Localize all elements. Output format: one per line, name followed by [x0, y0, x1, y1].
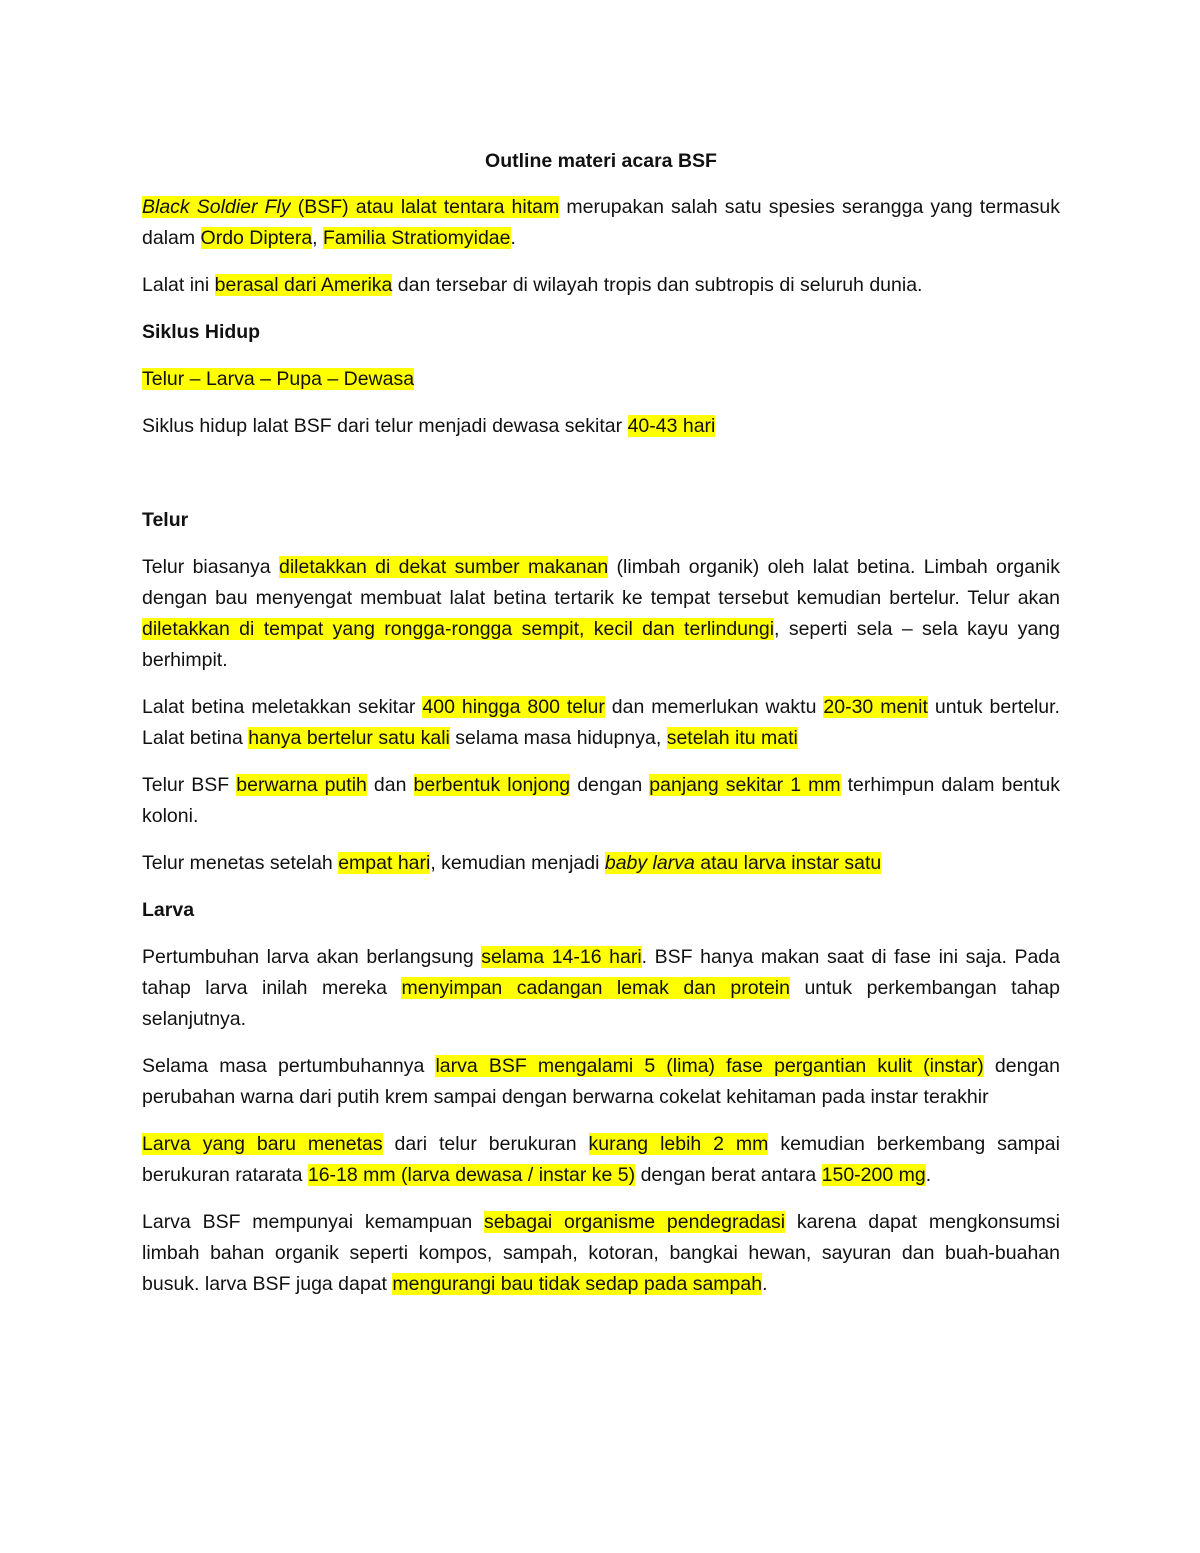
text-run: karena dapat mengkonsumsi limbah bahan organik seperti kompos, sampah, kotoran, bangkai hewan, sayuran dan buah-buahan busuk. larva BSF juga dapat [142, 1211, 1060, 1295]
highlighted-text: Larva yang baru menetas [142, 1133, 383, 1155]
text-run: merupakan salah satu spesies serangga yang termasuk dalam [142, 196, 1061, 249]
highlighted-text: empat hari [338, 852, 431, 874]
text-run: . [762, 1273, 768, 1295]
highlighted-text: setelah itu mati [666, 727, 798, 749]
highlighted-text: (BSF) atau lalat tentara hitam [290, 196, 560, 218]
text-run: terhimpun dalam bentuk koloni. [142, 774, 1061, 827]
highlighted-text: Telur – Larva – Pupa – Dewasa [142, 368, 415, 390]
text-run: Telur menetas setelah [142, 852, 339, 874]
blank-line [142, 458, 1060, 505]
text-run: kemudian berkembang sampai berukuran ratarata [142, 1133, 1060, 1186]
heading-telur: Telur [142, 509, 189, 531]
text-run: . [925, 1164, 932, 1186]
highlighted-text: sebagai organisme pendegradasi [483, 1211, 786, 1233]
paragraph-origin [142, 270, 1060, 301]
text-run: , seperti sela – sela kayu yang berhimpit. [142, 618, 1060, 671]
highlighted-text: 16-18 mm (larva dewasa / instar ke 5) [307, 1164, 636, 1186]
text-run: (limbah organik) oleh lalat betina. Limbah organik dengan bau menyengat membuat lalat betina tertarik ke tempat tersebut kemudian bertelur. Telur akan [142, 556, 1060, 609]
highlighted-text: kurang lebih 2 mm [588, 1133, 769, 1155]
highlighted-text: hanya bertelur satu kali [248, 727, 450, 749]
text-run: , kemudian menjadi [430, 852, 605, 874]
text-run: Pertumbuhan larva akan berlangsung [142, 946, 482, 968]
paragraph-larva-growth [142, 942, 1060, 1035]
highlighted-text: 400 hingga 800 telur [422, 696, 605, 718]
highlighted-text: atau larva instar satu [694, 852, 882, 874]
paragraph-egg-appearance [142, 770, 1060, 832]
highlighted-text: diletakkan di dekat sumber makanan [278, 556, 609, 578]
text-run: dan tersebar di wilayah tropis dan subtropis di seluruh dunia. [392, 274, 923, 296]
text-run: dan memerlukan waktu [604, 696, 824, 718]
highlighted-text: menyimpan cadangan lemak dan protein [401, 977, 790, 999]
paragraph-intro [142, 192, 1060, 254]
text-run: dengan berat antara [635, 1164, 822, 1186]
highlighted-text: diletakkan di tempat yang rongga-rongga sempit, kecil dan terlindungi [142, 618, 775, 640]
text-run: Telur biasanya [142, 556, 279, 578]
text-run: dan [366, 774, 414, 796]
highlighted-text: selama 14-16 hari [481, 946, 642, 968]
paragraph-life-stages [142, 364, 1060, 395]
highlighted-text: berwarna putih [236, 774, 367, 796]
text-run: Larva BSF mempunyai kemampuan [142, 1211, 484, 1233]
highlighted-text: 40-43 hari [627, 415, 716, 437]
text-run: Lalat ini [142, 274, 215, 296]
paragraph-egg-count [142, 692, 1060, 754]
text-run: Telur BSF [142, 774, 237, 796]
text-run: untuk perkembangan tahap selanjutnya. [142, 977, 1060, 1030]
text-run: selama masa hidupnya, [449, 727, 667, 749]
highlighted-text: berasal dari Amerika [214, 274, 393, 296]
text-run: Selama masa pertumbuhannya [142, 1055, 436, 1077]
highlighted-text: Familia Stratiomyidae [323, 227, 511, 249]
highlighted-text: berbentuk lonjong [413, 774, 571, 796]
paragraph-life-duration [142, 411, 1060, 442]
highlighted-text: Ordo Diptera [200, 227, 313, 249]
paragraph-egg-hatching [142, 848, 1060, 879]
text-run: Siklus hidup lalat BSF dari telur menjadi dewasa sekitar [142, 415, 628, 437]
text-run: dengan perubahan warna dari putih krem sampai dengan berwarna cokelat kehitaman pada instar terakhir [142, 1055, 1060, 1108]
text-run: dari telur berukuran [382, 1133, 589, 1155]
heading-siklus-hidup: Siklus Hidup [142, 321, 261, 343]
paragraph-egg-placement [142, 552, 1060, 676]
paragraph-larva-instar [142, 1051, 1060, 1113]
text-run: dengan [570, 774, 650, 796]
highlighted-text: Black Soldier Fly [142, 196, 291, 218]
paragraph-larva-size [142, 1129, 1060, 1191]
text-run: . BSF hanya makan saat di fase ini saja. Pada tahap larva inilah mereka [142, 946, 1060, 999]
highlighted-text: larva BSF mengalami 5 (lima) fase pergantian kulit (instar) [435, 1055, 984, 1077]
text-run: untuk bertelur. Lalat betina [142, 696, 1060, 749]
highlighted-text: 20-30 menit [823, 696, 928, 718]
highlighted-text: mengurangi bau tidak sedap pada sampah [392, 1273, 763, 1295]
highlighted-text: baby larva [604, 852, 695, 874]
paragraph-larva-degradation [142, 1207, 1060, 1300]
document-page [142, 146, 1060, 1316]
heading-larva: Larva [142, 899, 195, 921]
text-run: , [312, 227, 324, 249]
highlighted-text: panjang sekitar 1 mm [649, 774, 841, 796]
text-run: Lalat betina meletakkan sekitar [142, 696, 423, 718]
highlighted-text: 150-200 mg [821, 1164, 926, 1186]
document-title: Outline materi acara BSF [485, 150, 717, 172]
text-run: . [510, 227, 516, 249]
